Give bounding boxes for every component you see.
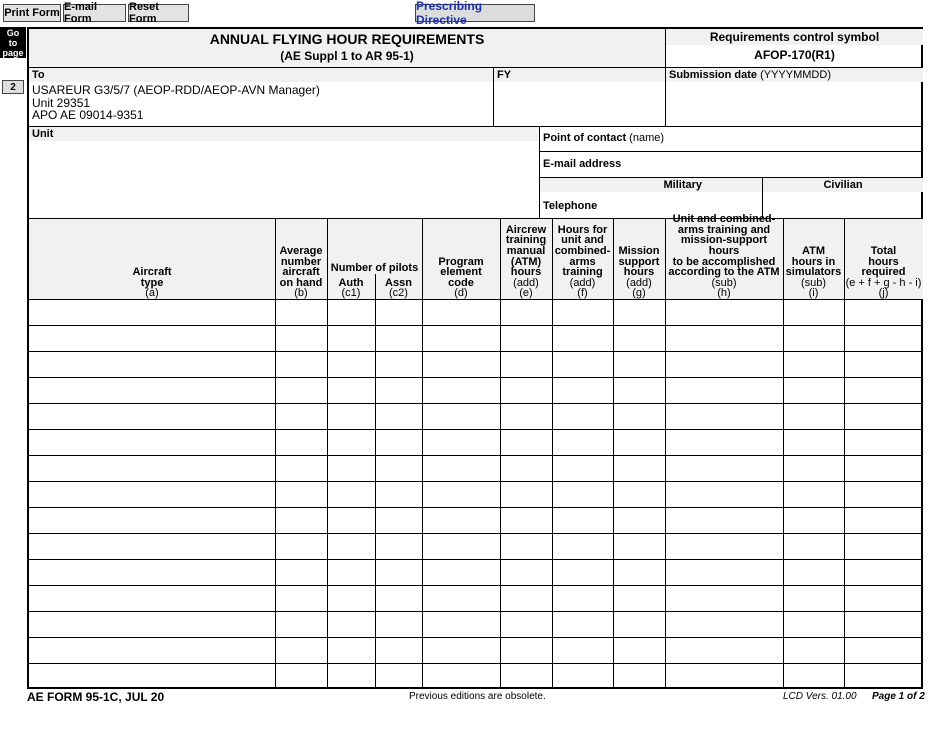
table-cell-input[interactable] — [784, 456, 843, 480]
col-header-text: Auth — [338, 276, 364, 289]
table-cell-input[interactable] — [376, 560, 421, 584]
col-header-text: Unit and combined- — [672, 213, 776, 226]
table-cell-input[interactable] — [784, 664, 843, 688]
table-cell-input[interactable] — [845, 300, 922, 324]
table-cell-input[interactable] — [328, 378, 374, 402]
table-cell-input[interactable] — [614, 586, 664, 610]
email-label: E-mail address — [543, 158, 622, 170]
unit-input[interactable] — [32, 143, 537, 217]
col-program-element-code — [422, 219, 500, 299]
table-cell-input[interactable] — [501, 326, 551, 350]
col-header-text: to be accomplished — [672, 255, 776, 268]
table-cell-input[interactable] — [30, 586, 274, 610]
table-cell-input[interactable] — [845, 612, 922, 636]
table-cell-input[interactable] — [501, 352, 551, 376]
table-cell-input[interactable] — [614, 664, 664, 688]
table-cell-input[interactable] — [614, 560, 664, 584]
col-code: (sub) — [800, 276, 827, 289]
table-cell-input[interactable] — [501, 456, 551, 480]
table-cell-input[interactable] — [423, 300, 499, 324]
col-code: (add) — [513, 276, 539, 289]
table-cell-input[interactable] — [784, 482, 843, 506]
table-cell-input[interactable] — [423, 456, 499, 480]
submission-date-label — [669, 69, 831, 81]
col-pilots-auth — [327, 219, 375, 299]
table-cell-input[interactable] — [30, 378, 274, 402]
prescribing-directive-button[interactable]: Prescribing Directive — [415, 4, 535, 22]
table-cell-input[interactable] — [553, 638, 612, 662]
table-cell-input[interactable] — [845, 508, 922, 532]
submission-date-input[interactable] — [669, 84, 919, 124]
col-atm-hours — [500, 219, 552, 299]
submission-date-format: (YYYYMMDD) — [760, 69, 831, 81]
table-cell-input[interactable] — [376, 482, 421, 506]
table-cell-input[interactable] — [30, 482, 274, 506]
col-code: (h) — [717, 287, 731, 300]
table-cell-input[interactable] — [784, 560, 843, 584]
table-cell-input[interactable] — [376, 664, 421, 688]
table-cell-input[interactable] — [328, 534, 374, 558]
table-cell-input[interactable] — [666, 378, 782, 402]
table-cell-input[interactable] — [376, 352, 421, 376]
table-cell-input[interactable] — [845, 430, 922, 454]
email-input[interactable] — [654, 153, 921, 175]
table-row — [29, 429, 923, 455]
table-cell-input[interactable] — [666, 508, 782, 532]
form-title: ANNUAL FLYING HOUR REQUIREMENTS — [209, 31, 485, 47]
table-cell-input[interactable] — [276, 560, 326, 584]
table-cell-input[interactable] — [845, 456, 922, 480]
rcs-label: Requirements control symbol — [709, 30, 880, 44]
unit-label-shade — [29, 127, 539, 141]
table-cell-input[interactable] — [423, 664, 499, 688]
table-cell-input[interactable] — [501, 430, 551, 454]
col-header-text: simulators — [785, 266, 842, 279]
print-form-button[interactable]: Print Form — [3, 4, 61, 22]
table-cell-input[interactable] — [666, 326, 782, 350]
table-cell-input[interactable] — [376, 300, 421, 324]
table-cell-input[interactable] — [666, 352, 782, 376]
table-cell-input[interactable] — [501, 404, 551, 428]
col-unit-training-hours — [552, 219, 613, 299]
table-cell-input[interactable] — [845, 378, 922, 402]
table-cell-input[interactable] — [423, 508, 499, 532]
table-cell-input[interactable] — [845, 482, 922, 506]
divider — [539, 151, 923, 152]
col-header-text: ATM — [801, 245, 825, 258]
table-cell-input[interactable] — [784, 612, 843, 636]
col-header-text: hours — [510, 266, 542, 279]
table-cell-input[interactable] — [553, 300, 612, 324]
table-cell-input[interactable] — [501, 612, 551, 636]
unit-label: Unit — [32, 128, 54, 140]
col-code: (add) — [626, 276, 652, 289]
to-address-line: USAREUR G3/5/7 (AEOP-RDD/AEOP-AVN Manager) — [32, 83, 320, 97]
fy-label: FY — [497, 69, 512, 81]
col-aircraft-type — [29, 219, 275, 299]
to-address-line: Unit 29351 — [32, 95, 91, 110]
table-row — [29, 325, 923, 351]
table-cell-input[interactable] — [501, 586, 551, 610]
table-cell-input[interactable] — [614, 352, 664, 376]
table-cell-input[interactable] — [423, 612, 499, 636]
table-cell-input[interactable] — [328, 326, 374, 350]
table-cell-input[interactable] — [501, 508, 551, 532]
table-cell-input[interactable] — [845, 326, 922, 350]
table-cell-input[interactable] — [376, 508, 421, 532]
table-cell-input[interactable] — [501, 638, 551, 662]
table-cell-input[interactable] — [614, 326, 664, 350]
col-code: (c2) — [389, 287, 408, 300]
divider — [539, 126, 540, 218]
col-header-text: type — [140, 276, 164, 289]
table-cell-input[interactable] — [845, 560, 922, 584]
col-header-text: element — [440, 266, 482, 279]
col-header-text: Aircrew — [505, 223, 547, 236]
table-cell-input[interactable] — [666, 430, 782, 454]
obsolete-note: Previous editions are obsolete. — [409, 691, 546, 702]
table-cell-input[interactable] — [553, 534, 612, 558]
col-header-text: mission-support hours — [680, 234, 768, 258]
table-cell-input[interactable] — [328, 300, 374, 324]
col-header-text: arms — [569, 255, 596, 268]
to-label: To — [32, 69, 45, 81]
table-cell-input[interactable] — [423, 638, 499, 662]
table-cell-input[interactable] — [328, 638, 374, 662]
page-label: Page 1 of 2 — [872, 691, 925, 702]
table-cell-input[interactable] — [328, 456, 374, 480]
table-cell-input[interactable] — [553, 378, 612, 402]
table-cell-input[interactable] — [328, 560, 374, 584]
col-accomplished-hours — [665, 213, 783, 300]
table-cell-input[interactable] — [276, 300, 326, 324]
table-cell-input[interactable] — [30, 534, 274, 558]
col-header-text: on hand — [279, 276, 323, 289]
col-header-text: Average — [279, 245, 323, 258]
table-cell-input[interactable] — [423, 586, 499, 610]
table-cell-input[interactable] — [30, 508, 274, 532]
to-address-line: APO AE 09014-9351 — [32, 108, 144, 122]
table-cell-input[interactable] — [276, 352, 326, 376]
poc-label-text: Point of contact — [543, 132, 627, 144]
table-cell-input[interactable] — [423, 352, 499, 376]
table-cell-input[interactable] — [784, 508, 843, 532]
table-cell-input[interactable] — [784, 352, 843, 376]
table-cell-input[interactable] — [614, 430, 664, 454]
table-cell-input[interactable] — [614, 300, 664, 324]
table-cell-input[interactable] — [376, 638, 421, 662]
table-cell-input[interactable] — [666, 586, 782, 610]
col-header-text: (ATM) — [510, 255, 542, 268]
col-header-text: support — [618, 255, 660, 268]
table-row — [29, 377, 923, 403]
col-header-text: aircraft — [282, 266, 320, 279]
table-row — [29, 611, 923, 637]
table-cell-input[interactable] — [30, 326, 274, 350]
civilian-label: Civilian — [823, 179, 863, 191]
table-row — [29, 351, 923, 377]
table-cell-input[interactable] — [276, 404, 326, 428]
table-cell-input[interactable] — [553, 560, 612, 584]
col-header-text: Assn — [385, 276, 412, 289]
table-cell-input[interactable] — [784, 326, 843, 350]
table-cell-input[interactable] — [328, 430, 374, 454]
col-code: (f) — [577, 287, 588, 300]
table-row — [29, 507, 923, 533]
table-cell-input[interactable] — [501, 378, 551, 402]
col-header-text: hours — [868, 255, 899, 268]
table-cell-input[interactable] — [328, 612, 374, 636]
table-cell-input[interactable] — [553, 352, 612, 376]
table-cell-input[interactable] — [666, 482, 782, 506]
table-cell-input[interactable] — [328, 664, 374, 688]
table-cell-input[interactable] — [553, 612, 612, 636]
table-cell-input[interactable] — [553, 326, 612, 350]
form-id: AE FORM 95-1C, JUL 20 — [27, 690, 165, 704]
col-header-text: hours in — [791, 255, 836, 268]
col-code: (j) — [878, 287, 889, 300]
col-code: (c1) — [341, 287, 361, 300]
table-cell-input[interactable] — [423, 534, 499, 558]
col-avg-aircraft — [275, 219, 327, 299]
table-cell-input[interactable] — [784, 300, 843, 324]
col-header-text: required — [861, 266, 906, 279]
table-cell-input[interactable] — [784, 586, 843, 610]
table-cell-input[interactable] — [666, 534, 782, 558]
table-cell-input[interactable] — [845, 638, 922, 662]
table-cell-input[interactable] — [614, 482, 664, 506]
table-cell-input[interactable] — [328, 482, 374, 506]
table-cell-input[interactable] — [376, 586, 421, 610]
table-cell-input[interactable] — [328, 586, 374, 610]
table-cell-input[interactable] — [328, 508, 374, 532]
table-cell-input[interactable] — [423, 326, 499, 350]
form-frame — [27, 27, 923, 689]
col-total-hours — [844, 219, 923, 299]
col-header-text: Total — [870, 245, 897, 258]
table-cell-input[interactable] — [784, 404, 843, 428]
civilian-phone-input[interactable] — [765, 193, 921, 216]
table-cell-input[interactable] — [276, 586, 326, 610]
divider — [762, 177, 763, 218]
table-row — [29, 299, 923, 325]
table-row — [29, 637, 923, 663]
submission-date-label-text: Submission date — [669, 69, 758, 81]
table-cell-input[interactable] — [666, 664, 782, 688]
to-address[interactable] — [32, 84, 320, 122]
table-cell-input[interactable] — [553, 430, 612, 454]
table-cell-input[interactable] — [30, 456, 274, 480]
table-cell-input[interactable] — [845, 664, 922, 688]
col-code: (sub) — [711, 276, 737, 289]
table-cell-input[interactable] — [276, 508, 326, 532]
rcs-value: AFOP-170(R1) — [754, 48, 835, 62]
fy-input[interactable] — [497, 84, 662, 124]
table-cell-input[interactable] — [614, 612, 664, 636]
table-cell-input[interactable] — [376, 430, 421, 454]
table-cell-input[interactable] — [553, 404, 612, 428]
go-to-page-2-button[interactable]: 2 — [2, 80, 24, 94]
poc-hint: (name) — [629, 132, 665, 144]
table-cell-input[interactable] — [553, 664, 612, 688]
col-mission-support-hours — [613, 219, 665, 299]
table-cell-input[interactable] — [614, 404, 664, 428]
table-cell-input[interactable] — [666, 638, 782, 662]
table-cell-input[interactable] — [845, 534, 922, 558]
col-header-text: training — [505, 234, 547, 247]
table-cell-input[interactable] — [423, 560, 499, 584]
table-cell-input[interactable] — [501, 560, 551, 584]
table-cell-input[interactable] — [614, 378, 664, 402]
table-row — [29, 455, 923, 481]
table-cell-input[interactable] — [30, 430, 274, 454]
table-cell-input[interactable] — [784, 534, 843, 558]
poc-input[interactable] — [669, 128, 921, 150]
table-cell-input[interactable] — [666, 560, 782, 584]
table-cell-input[interactable] — [501, 300, 551, 324]
divider — [665, 29, 666, 67]
col-code: (b) — [294, 287, 308, 300]
col-header-text: code — [448, 276, 474, 289]
to-label-shade — [29, 68, 493, 82]
col-code: (i) — [808, 287, 819, 300]
version-label: LCD Vers. 01.00 — [783, 691, 857, 702]
table-cell-input[interactable] — [553, 586, 612, 610]
table-cell-input[interactable] — [30, 300, 274, 324]
military-label: Military — [663, 179, 702, 191]
table-cell-input[interactable] — [276, 456, 326, 480]
table-cell-input[interactable] — [845, 586, 922, 610]
email-form-button[interactable]: E-mail Form — [63, 4, 126, 22]
table-cell-input[interactable] — [614, 456, 664, 480]
divider — [665, 67, 666, 126]
table-cell-input[interactable] — [276, 430, 326, 454]
table-cell-input[interactable] — [423, 430, 499, 454]
table-cell-input[interactable] — [666, 612, 782, 636]
col-header-text: arms training and — [677, 223, 771, 236]
table-cell-input[interactable] — [328, 352, 374, 376]
col-code: (e + f + g - h - i) — [845, 276, 922, 289]
table-cell-input[interactable] — [376, 534, 421, 558]
table-row — [29, 663, 923, 689]
col-header-text: unit and — [561, 234, 604, 247]
table-cell-input[interactable] — [423, 482, 499, 506]
table-cell-input[interactable] — [376, 612, 421, 636]
col-header-text: according to the ATM — [668, 266, 780, 279]
col-simulator-hours — [783, 219, 844, 299]
table-cell-input[interactable] — [276, 612, 326, 636]
table-cell-input[interactable] — [845, 404, 922, 428]
col-header-text: Mission — [618, 245, 660, 258]
table-row — [29, 481, 923, 507]
table-row — [29, 403, 923, 429]
table-cell-input[interactable] — [30, 560, 274, 584]
table-cell-input[interactable] — [276, 638, 326, 662]
telephone-label: Telephone — [543, 200, 598, 212]
table-cell-input[interactable] — [501, 482, 551, 506]
table-cell-input[interactable] — [30, 404, 274, 428]
table-cell-input[interactable] — [501, 534, 551, 558]
table-cell-input[interactable] — [784, 378, 843, 402]
table-cell-input[interactable] — [784, 638, 843, 662]
divider — [493, 67, 494, 126]
table-cell-input[interactable] — [276, 534, 326, 558]
table-cell-input[interactable] — [276, 326, 326, 350]
col-header-text: training — [562, 266, 603, 279]
reset-form-button[interactable]: Reset Form — [128, 4, 189, 22]
table-cell-input[interactable] — [553, 456, 612, 480]
col-header-text: Program — [438, 255, 484, 268]
col-code: (g) — [632, 287, 646, 300]
col-code: (e) — [519, 287, 533, 300]
go-to-page-text: page — [2, 48, 24, 58]
go-to-page-text: to — [8, 38, 18, 48]
table-row — [29, 585, 923, 611]
table-cell-input[interactable] — [376, 378, 421, 402]
table-cell-input[interactable] — [845, 352, 922, 376]
col-code: (a) — [145, 287, 159, 300]
table-cell-input[interactable] — [666, 404, 782, 428]
table-cell-input[interactable] — [614, 638, 664, 662]
table-row — [29, 559, 923, 585]
table-cell-input[interactable] — [376, 404, 421, 428]
table-cell-input[interactable] — [423, 378, 499, 402]
table-cell-input[interactable] — [276, 482, 326, 506]
table-row — [29, 533, 923, 559]
fy-label-shade — [494, 68, 665, 82]
table-cell-input[interactable] — [666, 300, 782, 324]
poc-label — [543, 132, 664, 144]
pilots-group-label: Number of pilots — [330, 262, 419, 275]
table-cell-input[interactable] — [30, 352, 274, 376]
table-cell-input[interactable] — [614, 534, 664, 558]
col-header-text: combined- — [554, 245, 611, 258]
col-header-text: manual — [506, 245, 546, 258]
table-cell-input[interactable] — [666, 456, 782, 480]
table-cell-input[interactable] — [501, 664, 551, 688]
col-header-text: Aircraft — [132, 266, 172, 279]
table-cell-input[interactable] — [423, 404, 499, 428]
col-header-text: Hours for — [557, 223, 608, 236]
table-cell-input[interactable] — [784, 430, 843, 454]
table-cell-input[interactable] — [276, 664, 326, 688]
table-cell-input[interactable] — [376, 456, 421, 480]
table-cell-input[interactable] — [614, 508, 664, 532]
table-cell-input[interactable] — [376, 326, 421, 350]
table-cell-input[interactable] — [276, 378, 326, 402]
table-cell-input[interactable] — [30, 664, 274, 688]
go-to-page-label — [0, 27, 26, 58]
table-cell-input[interactable] — [553, 482, 612, 506]
col-code: (add) — [569, 276, 596, 289]
table-cell-input[interactable] — [30, 638, 274, 662]
col-pilots-assn — [375, 219, 422, 299]
go-to-page-text: Go — [6, 28, 20, 38]
table-cell-input[interactable] — [328, 404, 374, 428]
col-header-text: number — [280, 255, 322, 268]
table-cell-input[interactable] — [30, 612, 274, 636]
form-subtitle: (AE Suppl 1 to AR 95-1) — [280, 49, 414, 63]
col-code: (d) — [454, 287, 468, 300]
table-cell-input[interactable] — [553, 508, 612, 532]
col-header-text: hours — [623, 266, 655, 279]
